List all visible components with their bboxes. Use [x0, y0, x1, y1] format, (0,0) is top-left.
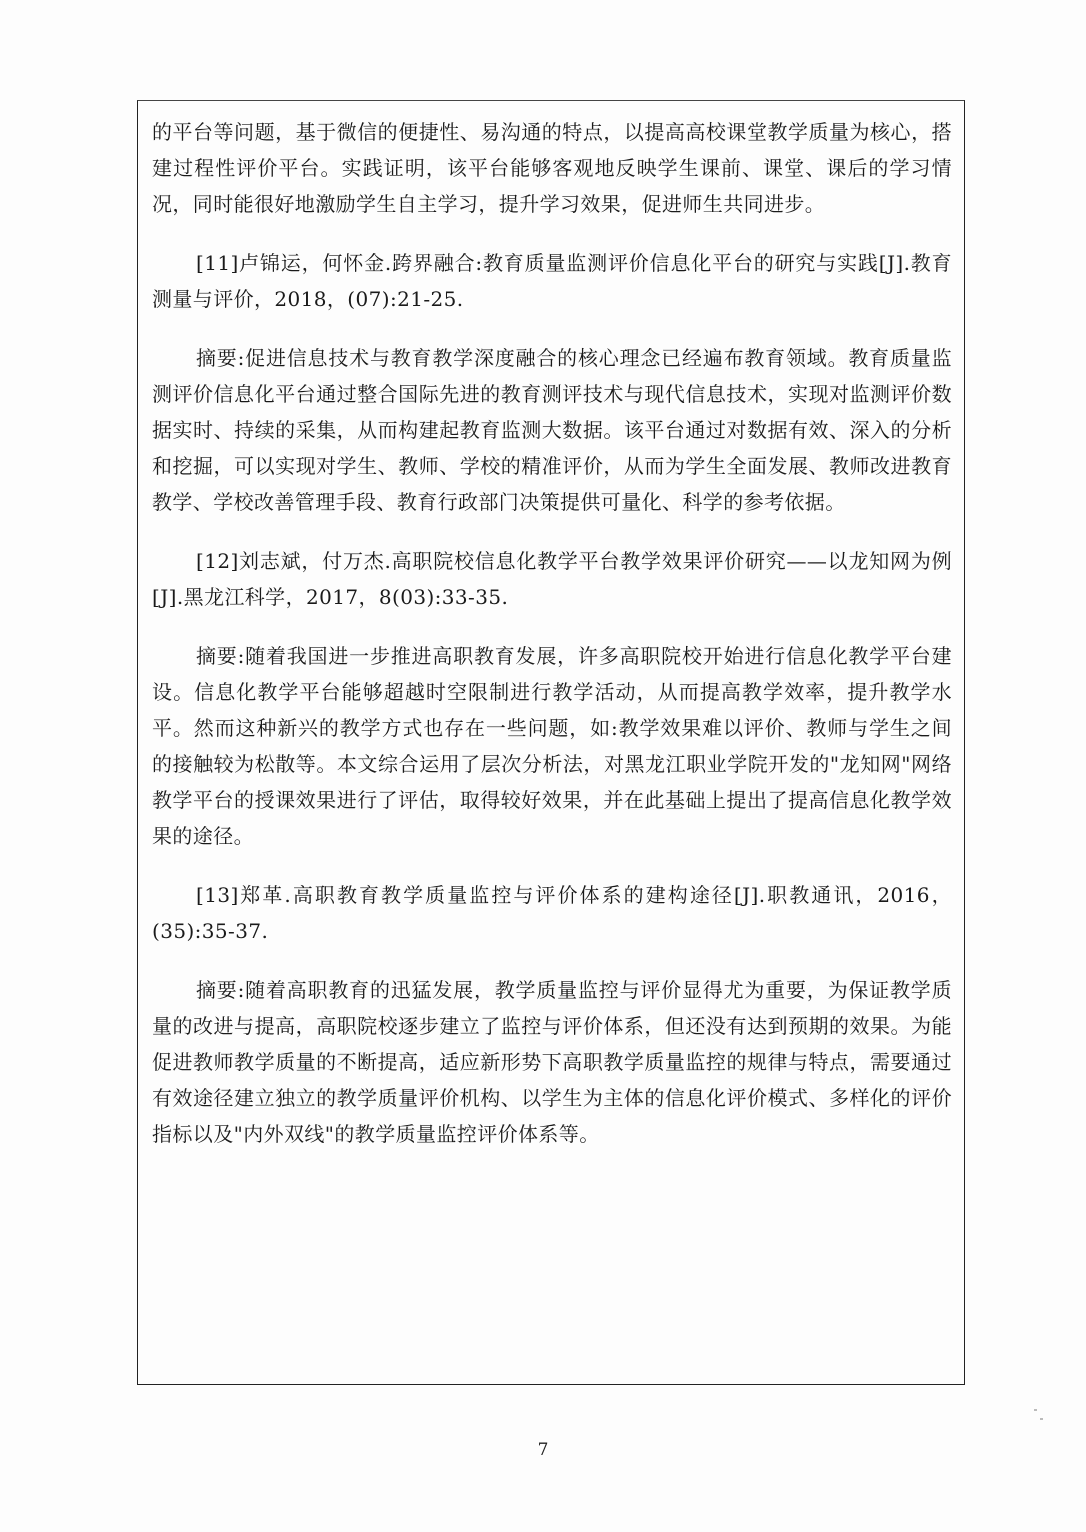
abstract-paragraph: 摘要:随着高职教育的迅猛发展，教学质量监控与评价显得尤为重要，为保证教学质量的改进与提高，高职院校逐步建立了监控与评价体系，但还没有达到预期的效果。为能促进教师教学质量的不断提高，适应新形势下高职教学质量监控的规律与特点，需要通过有效途径建立独立的教学质量评价机构、以学生为主体的信息化评价模式、多样化的评价指标以及"内外双线"的教学质量监控评价体系等。: [152, 978, 952, 1146]
reference-entry-11: [11]卢锦运，何怀金.跨界融合:教育质量监测评价信息化平台的研究与实践[J].教育测量与评价，2018，(07):21-25.: [152, 251, 952, 311]
abstract-paragraph: 的平台等问题，基于微信的便捷性、易沟通的特点，以提高高校课堂教学质量为核心，搭建过程性评价平台。实践证明，该平台能够客观地反映学生课前、课堂、课后的学习情况，同时能很好地激励学生自主学习，提升学习效果，促进师生共同进步。: [152, 120, 952, 216]
abstract-paragraph: 摘要:促进信息技术与教育教学深度融合的核心理念已经遍布教育领域。教育质量监测评价信息化平台通过整合国际先进的教育测评技术与现代信息技术，实现对监测评价数据实时、持续的采集，从而构建起教育监测大数据。该平台通过对数据有效、深入的分析和挖掘，可以实现对学生、教师、学校的精准评价，从而为学生全面发展、教师改进教育教学、学校改善管理手段、教育行政部门决策提供可量化、科学的参考依据。: [152, 346, 952, 514]
page-number: 7: [537, 1440, 549, 1460]
abstract-paragraph: 摘要:随着我国进一步推进高职教育发展，许多高职院校开始进行信息化教学平台建设。信息化教学平台能够超越时空限制进行教学活动，从而提高教学效率，提升教学水平。然而这种新兴的教学方式也存在一些问题，如:教学效果难以评价、教师与学生之间的接触较为松散等。本文综合运用了层次分析法，对黑龙江职业学院开发的"龙知网"网络教学平台的授课效果进行了评估，取得较好效果，并在此基础上提出了提高信息化教学效果的途径。: [152, 644, 952, 848]
scan-speck: [1034, 1409, 1037, 1411]
scan-speck: [1040, 1418, 1043, 1420]
reference-entry-12: [12]刘志斌，付万杰.高职院校信息化教学平台教学效果评价研究——以龙知网为例[J].黑龙江科学，2017，8(03):33-35.: [152, 549, 952, 609]
reference-entry-13: [13]郑革.高职教育教学质量监控与评价体系的建构途径[J].职教通讯，2016，(35):35-37.: [152, 883, 952, 943]
reference-list: [152, 114, 952, 1175]
